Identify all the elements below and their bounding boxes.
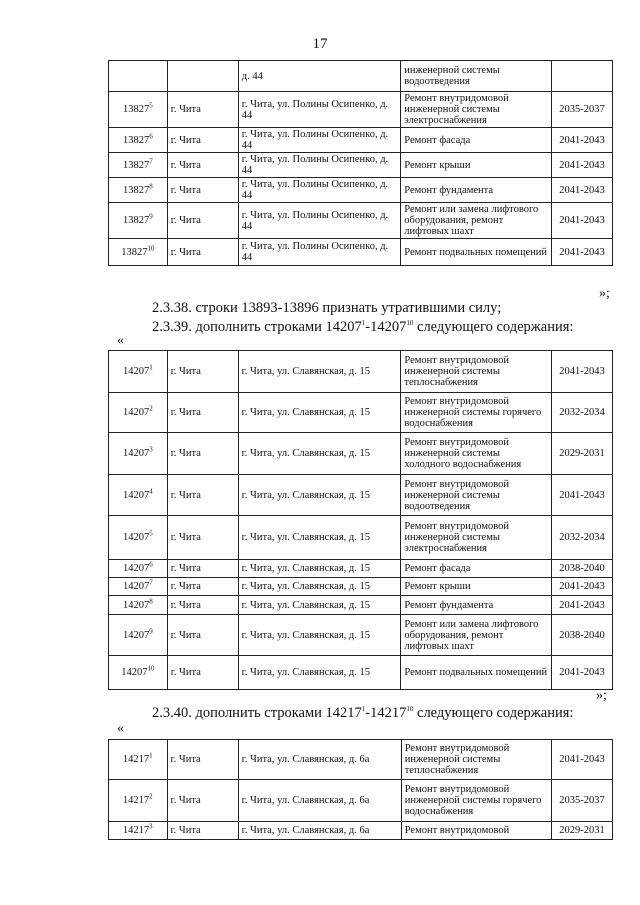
page-number: 17 [312, 36, 328, 52]
period-cell: 2041-2043 [551, 740, 612, 780]
period-cell: 2041-2043 [552, 178, 613, 203]
address-cell: г. Чита, ул. Славянская, д. 6а [238, 822, 401, 840]
table-row [109, 61, 613, 92]
period-cell [552, 61, 613, 92]
row-number-cell: 14207$^{10}$ [109, 656, 168, 690]
table-row [109, 239, 613, 266]
period-cell: 2041-2043 [552, 203, 613, 239]
city-cell: г. Чита [167, 351, 238, 393]
work-type-cell: Ремонт внутридомовой инженерной системы теплоснабжения [401, 740, 551, 780]
work-type-cell: Ремонт подвальных помещений [401, 656, 552, 690]
city-cell: г. Чита [167, 516, 238, 560]
work-type-cell: Ремонт или замена лифтового оборудования, ремонт лифтовых шахт [401, 203, 552, 239]
work-type-cell: Ремонт крыши [401, 578, 552, 596]
work-type-cell: Ремонт внутридомовой [401, 822, 551, 840]
table-row [109, 92, 613, 128]
table-row [109, 475, 613, 516]
table-row [109, 516, 613, 560]
city-cell: г. Чита [167, 578, 238, 596]
city-cell [167, 61, 238, 92]
table-3 [108, 739, 613, 840]
table-row [109, 433, 613, 475]
address-cell: г. Чита, ул. Славянская, д. 15 [238, 578, 401, 596]
address-cell: г. Чита, ул. Полины Осипенко, д. 44 [238, 178, 400, 203]
row-number-cell: 13827$^{10}$ [109, 239, 168, 266]
address-cell: г. Чита, ул. Славянская, д. 15 [238, 560, 401, 578]
table-row [109, 128, 613, 153]
work-type-cell: Ремонт фасада [401, 560, 552, 578]
row-number-cell: 13827$^8$ [109, 178, 168, 203]
city-cell: г. Чита [167, 239, 238, 266]
closing-quote-2: »; [596, 688, 607, 703]
row-number-cell: 14217$^3$ [109, 822, 168, 840]
work-type-cell: Ремонт внутридомовой инженерной системы теплоснабжения [401, 351, 552, 393]
work-type-cell: Ремонт внутридомовой инженерной системы водоотведения [401, 475, 552, 516]
period-cell: 2038-2040 [552, 560, 613, 578]
city-cell: г. Чита [167, 178, 238, 203]
address-cell: г. Чита, ул. Славянская, д. 15 [238, 656, 401, 690]
work-type-cell: Ремонт внутридомовой инженерной системы холодного водоснабжения [401, 433, 552, 475]
table-row [109, 178, 613, 203]
period-cell: 2041-2043 [552, 239, 613, 266]
address-cell: г. Чита, ул. Полины Осипенко, д. 44 [238, 153, 400, 178]
work-type-cell: Ремонт фундамента [401, 596, 552, 615]
opening-quote-3: « [117, 721, 124, 736]
period-cell: 2029-2031 [552, 433, 613, 475]
row-number-cell: 14207$^2$ [109, 393, 168, 433]
table-1 [108, 60, 613, 266]
city-cell: г. Чита [167, 615, 238, 656]
address-cell: г. Чита, ул. Славянская, д. 6а [238, 740, 401, 780]
opening-quote-2: « [117, 333, 124, 348]
row-number-cell: 14207$^4$ [109, 475, 168, 516]
period-cell: 2041-2043 [552, 475, 613, 516]
address-cell: г. Чита, ул. Полины Осипенко, д. 44 [238, 128, 400, 153]
address-cell: г. Чита, ул. Полины Осипенко, д. 44 [238, 203, 400, 239]
work-type-cell: Ремонт внутридомовой инженерной системы горячего водоснабжения [401, 780, 551, 822]
city-cell: г. Чита [167, 596, 238, 615]
address-cell: д. 44 [238, 61, 400, 92]
city-cell: г. Чита [167, 393, 238, 433]
table-row [109, 615, 613, 656]
city-cell: г. Чита [167, 780, 238, 822]
row-number-cell: 14207$^3$ [109, 433, 168, 475]
city-cell: г. Чита [167, 475, 238, 516]
row-number-cell: 13827$^5$ [109, 92, 168, 128]
row-number-cell: 14207$^7$ [109, 578, 168, 596]
city-cell: г. Чита [167, 740, 238, 780]
city-cell: г. Чита [167, 128, 238, 153]
table-row [109, 780, 613, 822]
paragraph-2-3-38: 2.3.38. строки 13893-13896 признать утратившими силу; [152, 300, 502, 316]
table-row [109, 153, 613, 178]
address-cell: г. Чита, ул. Славянская, д. 15 [238, 615, 401, 656]
address-cell: г. Чита, ул. Славянская, д. 15 [238, 475, 401, 516]
table-row [109, 656, 613, 690]
row-number-cell: 14217$^1$ [109, 740, 168, 780]
address-cell: г. Чита, ул. Славянская, д. 15 [238, 433, 401, 475]
row-number-cell: 13827$^7$ [109, 153, 168, 178]
city-cell: г. Чита [167, 656, 238, 690]
row-number-cell [109, 61, 168, 92]
work-type-cell: Ремонт фундамента [401, 178, 552, 203]
paragraph-2-3-39: 2.3.39. дополнить строками 14207$^1$-14207$^{10}$ следующего содержания: [152, 319, 574, 335]
period-cell: 2032-2034 [552, 516, 613, 560]
period-cell: 2041-2043 [552, 351, 613, 393]
city-cell: г. Чита [167, 433, 238, 475]
table-row [109, 560, 613, 578]
row-number-cell: 14207$^8$ [109, 596, 168, 615]
city-cell: г. Чита [167, 203, 238, 239]
address-cell: г. Чита, ул. Славянская, д. 6а [238, 780, 401, 822]
period-cell: 2038-2040 [552, 615, 613, 656]
work-type-cell: Ремонт или замена лифтового оборудования, ремонт лифтовых шахт [401, 615, 552, 656]
period-cell: 2035-2037 [551, 780, 612, 822]
period-cell: 2041-2043 [552, 578, 613, 596]
work-type-cell: Ремонт внутридомовой инженерной системы электроснабжения [401, 92, 552, 128]
address-cell: г. Чита, ул. Полины Осипенко, д. 44 [238, 92, 400, 128]
period-cell: 2041-2043 [552, 128, 613, 153]
work-type-cell: Ремонт фасада [401, 128, 552, 153]
table-row [109, 740, 613, 780]
row-number-cell: 14217$^2$ [109, 780, 168, 822]
city-cell: г. Чита [167, 92, 238, 128]
row-number-cell: 14207$^9$ [109, 615, 168, 656]
address-cell: г. Чита, ул. Славянская, д. 15 [238, 516, 401, 560]
period-cell: 2041-2043 [552, 656, 613, 690]
closing-quote-1: »; [599, 286, 610, 301]
table-2 [108, 350, 613, 690]
paragraph-2-3-40: 2.3.40. дополнить строками 14217$^1$-14217$^{10}$ следующего содержания: [152, 705, 574, 721]
table-row [109, 203, 613, 239]
address-cell: г. Чита, ул. Славянская, д. 15 [238, 393, 401, 433]
period-cell: 2032-2034 [552, 393, 613, 433]
address-cell: г. Чита, ул. Славянская, д. 15 [238, 351, 401, 393]
work-type-cell: Ремонт внутридомовой инженерной системы горячего водоснабжения [401, 393, 552, 433]
row-number-cell: 14207$^5$ [109, 516, 168, 560]
period-cell: 2029-2031 [551, 822, 612, 840]
city-cell: г. Чита [167, 153, 238, 178]
row-number-cell: 13827$^9$ [109, 203, 168, 239]
work-type-cell: инженерной системы водоотведения [401, 61, 552, 92]
address-cell: г. Чита, ул. Полины Осипенко, д. 44 [238, 239, 400, 266]
work-type-cell: Ремонт внутридомовой инженерной системы электроснабжения [401, 516, 552, 560]
row-number-cell: 13827$^6$ [109, 128, 168, 153]
table-row [109, 393, 613, 433]
period-cell: 2041-2043 [552, 153, 613, 178]
work-type-cell: Ремонт крыши [401, 153, 552, 178]
city-cell: г. Чита [167, 560, 238, 578]
city-cell: г. Чита [167, 822, 238, 840]
row-number-cell: 14207$^1$ [109, 351, 168, 393]
table-row [109, 578, 613, 596]
table-row [109, 822, 613, 840]
row-number-cell: 14207$^6$ [109, 560, 168, 578]
table-row [109, 596, 613, 615]
period-cell: 2035-2037 [552, 92, 613, 128]
table-row [109, 351, 613, 393]
period-cell: 2041-2043 [552, 596, 613, 615]
work-type-cell: Ремонт подвальных помещений [401, 239, 552, 266]
address-cell: г. Чита, ул. Славянская, д. 15 [238, 596, 401, 615]
